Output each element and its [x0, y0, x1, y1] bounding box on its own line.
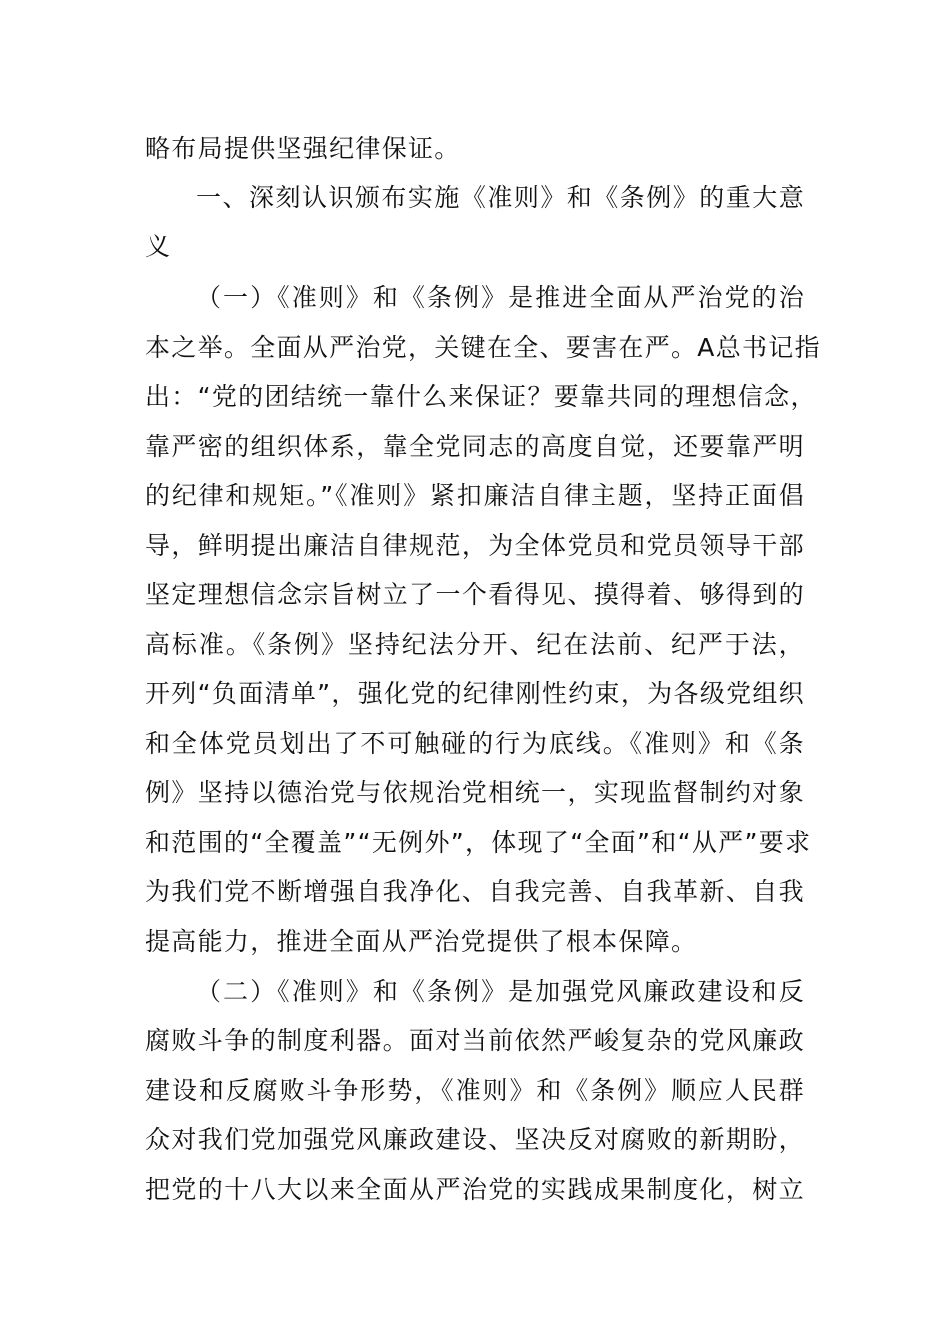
text-line-13: 和全体党员划出了不可触碰的行为底线。《准则》和《条 — [145, 729, 805, 758]
section-heading-line-1: 一、深刻认识颁布实施《准则》和《条例》的重大意 — [196, 183, 805, 212]
text-line-19: 腐败斗争的制度利器。面对当前依然严峻复杂的党风廉政 — [145, 1026, 805, 1055]
text-line-18: （二）《准则》和《条例》是加强党风廉政建设和反 — [196, 977, 805, 1006]
text-line-22: 把党的十八大以来全面从严治党的实践成果制度化，树立 — [145, 1175, 805, 1204]
text-line-6: 出：“党的团结统一靠什么来保证？要靠共同的理想信念， — [145, 382, 817, 411]
text-line-4: （一）《准则》和《条例》是推进全面从严治党的治 — [196, 283, 805, 312]
text-line-8: 的纪律和规矩。”《准则》紧扣廉洁自律主题，坚持正面倡 — [145, 481, 805, 510]
text-line-5: 本之举。全面从严治党，关键在全、要害在严。A总书记指 — [145, 333, 821, 362]
text-line-11: 高标准。《条例》坚持纪法分开、纪在法前、纪严于法， — [145, 630, 805, 659]
text-line-16: 为我们党不断增强自我净化、自我完善、自我革新、自我 — [145, 877, 805, 906]
text-line-14: 例》坚持以德治党与依规治党相统一，实现监督制约对象 — [145, 778, 805, 807]
text-line-17: 提高能力，推进全面从严治党提供了根本保障。 — [145, 927, 698, 956]
text-line-7: 靠严密的组织体系，靠全党同志的高度自觉，还要靠严明 — [145, 432, 805, 461]
text-line-9: 导，鲜明提出廉洁自律规范，为全体党员和党员领导干部 — [145, 531, 805, 560]
text-line-20: 建设和反腐败斗争形势，《准则》和《条例》顺应人民群 — [145, 1076, 805, 1105]
text-line-15: 和范围的“全覆盖”“无例外”，体现了“全面”和“从严”要求 — [145, 828, 812, 857]
text-line-10: 坚定理想信念宗旨树立了一个看得见、摸得着、够得到的 — [145, 580, 805, 609]
section-heading-line-2: 义 — [145, 232, 172, 261]
text-line-12: 开列“负面清单”，强化党的纪律刚性约束，为各级党组织 — [145, 679, 805, 708]
text-line-21: 众对我们党加强党风廉政建设、坚决反对腐败的新期盼， — [145, 1125, 805, 1154]
text-line-1: 略布局提供坚强纪律保证。 — [145, 134, 461, 163]
